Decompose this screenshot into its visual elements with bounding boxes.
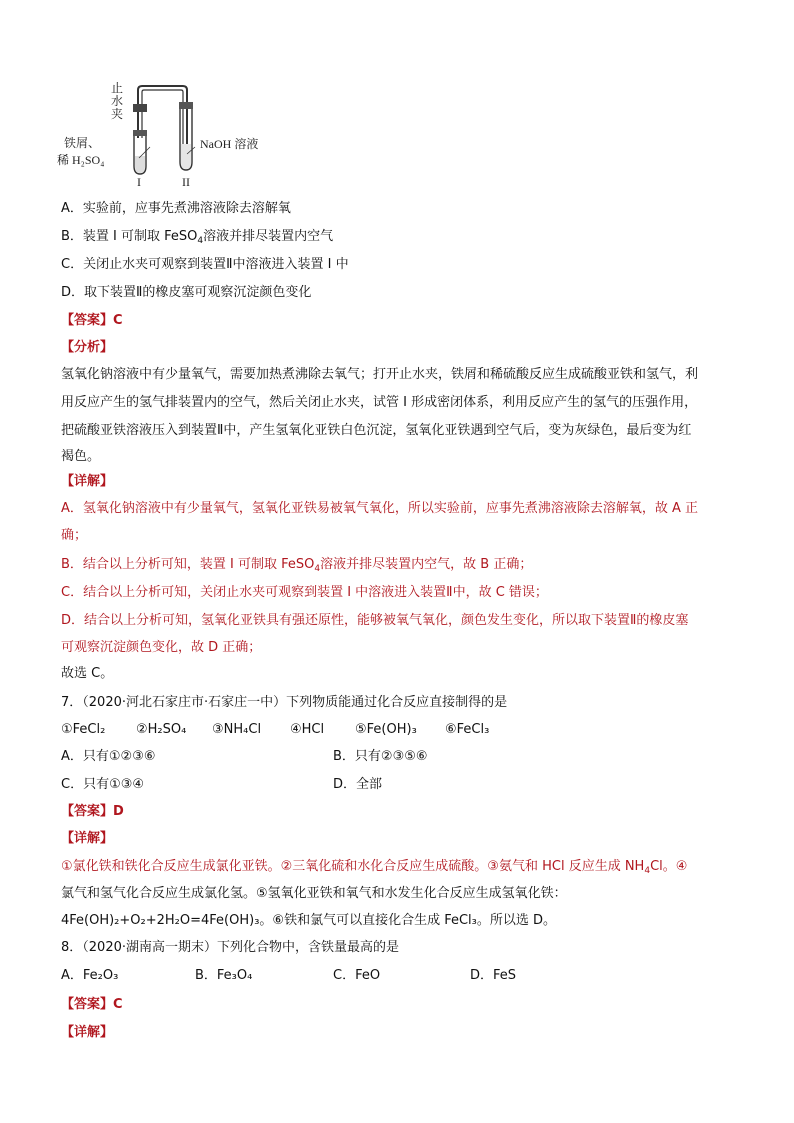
q8-option-d: D．FeS [470, 968, 517, 983]
q6-analysis-label: 【分析】 [61, 340, 114, 355]
q6-analysis-line-1: 氢氧化钠溶液中有少量氧气，需要加热煮沸除去氧气；打开止水夹，铁屑和稀硫酸反应生成硫酸亚铁和氢气，利 [61, 367, 699, 382]
q8-option-c: C．FeO [333, 968, 381, 983]
q7-detail-line1: ①氯化铁和铁化合反应生成氯化亚铁。②三氧化硫和水化合反应生成硫酸。③氨气和 HCl 反应生成 $NH_4Cl$。④ [61, 859, 688, 876]
tube2-numeral: II [182, 175, 190, 188]
clamp-label-char-3: 夹 [111, 107, 124, 121]
q6-detail-a-line2: 确； [61, 528, 88, 543]
q6-detail-c: C．结合以上分析可知，关闭止水夹可观察到装置 I 中溶液进入装置Ⅱ中，故 C 错误； [61, 585, 548, 600]
q7-option-a: A．只有①②③⑥ [61, 749, 156, 764]
q7-item-4: ④HCl [290, 722, 325, 737]
q7-detail-label: 【详解】 [61, 831, 114, 846]
q7-item-3: ③NH₄Cl [212, 722, 262, 737]
q7-item-6: ⑥FeCl₃ [445, 722, 490, 737]
q6-option-c: C．关闭止水夹可观察到装置Ⅱ中溶液进入装置 I 中 [61, 257, 349, 272]
q6-detail-a-line1: A．氢氧化钠溶液中有少量氧气，氢氧化亚铁易被氧气氧化，所以实验前，应事先煮沸溶液除去溶解氧，故 A 正 [61, 501, 699, 516]
q7-item-1: ①FeCl₂ [61, 722, 106, 737]
q6-analysis-line-4: 褐色。 [61, 449, 101, 464]
q7-item-2: ②H₂SO₄ [136, 722, 187, 737]
q7-stem: 7．（2020·河北石家庄市·石家庄一中）下列物质能通过化合反应直接制得的是 [61, 695, 508, 710]
clamp-label-char-2: 水 [111, 94, 124, 108]
tube1-label-line1: 铁屑、 [64, 136, 101, 150]
q6-detail-label: 【详解】 [61, 474, 114, 489]
q6-detail-b: B．结合以上分析可知，装置 I 可制取 FeSO$_4$溶液并排尽装置内空气，故 B 正确； [61, 557, 533, 574]
q6-answer: 【答案】C [61, 313, 123, 328]
q8-answer: 【答案】C [61, 997, 123, 1012]
q6-conclusion: 故选 C。 [61, 666, 114, 681]
tube2-label: NaOH 溶液 [200, 137, 259, 151]
q6-analysis-line-3: 把硫酸亚铁溶液压入到装置Ⅱ中，产生氢氧化亚铁白色沉淀，氢氧化亚铁遇到空气后，变为灰绿色，最后变为红 [61, 423, 692, 438]
q8-option-a: A．Fe₂O₃ [61, 968, 119, 983]
q7-detail-line2: 氯气和氢气化合反应生成氯化氢。⑤氢氧化亚铁和氧气和水发生化合反应生成氢氧化铁： [61, 886, 567, 901]
q7-option-d: D．全部 [333, 777, 383, 792]
q6-option-b: B．装置 I 可制取 FeSO$_4$溶液并排尽装置内空气 [61, 229, 334, 246]
q6-detail-d-line1: D．结合以上分析可知，氢氧化亚铁具有强还原性，能够被氧气氧化，颜色发生变化，所以取下装置Ⅱ的橡皮塞 [61, 613, 689, 628]
clamp-label [111, 81, 123, 121]
q6-option-d: D．取下装置Ⅱ的橡皮塞可观察沉淀颜色变化 [61, 285, 312, 300]
clamp-label-char-1: 止 [111, 81, 124, 95]
apparatus-figure [55, 78, 275, 188]
q6-option-a: A．实验前，应事先煮沸溶液除去溶解氧 [61, 201, 291, 216]
q7-option-b: B．只有②③⑤⑥ [333, 749, 428, 764]
q6-detail-d-line2: 可观察沉淀颜色变化，故 D 正确； [61, 640, 262, 655]
q7-detail-line3: 4Fe(OH)₂+O₂+2H₂O=4Fe(OH)₃。⑥铁和氯气可以直接化合生成 FeCl₃。所以选 D。 [61, 913, 557, 928]
q8-detail-label: 【详解】 [61, 1025, 114, 1040]
q7-option-c: C．只有①③④ [61, 777, 145, 792]
pinch-clamp [133, 104, 147, 112]
q6-analysis-line-2: 用反应产生的氢气排装置内的空气，然后关闭止水夹，试管 I 形成密闭体系，利用反应产生的氢气的压强作用， [61, 395, 698, 410]
q8-stem: 8．（2020·湖南高一期末）下列化合物中，含铁量最高的是 [61, 940, 399, 955]
q8-option-b: B．Fe₃O₄ [195, 968, 253, 983]
q7-item-5: ⑤Fe(OH)₃ [355, 722, 417, 737]
tube1-label-line2: 稀 H₂SO₄ [57, 153, 105, 167]
tube1-numeral: I [137, 175, 141, 188]
q7-answer: 【答案】D [61, 804, 124, 819]
